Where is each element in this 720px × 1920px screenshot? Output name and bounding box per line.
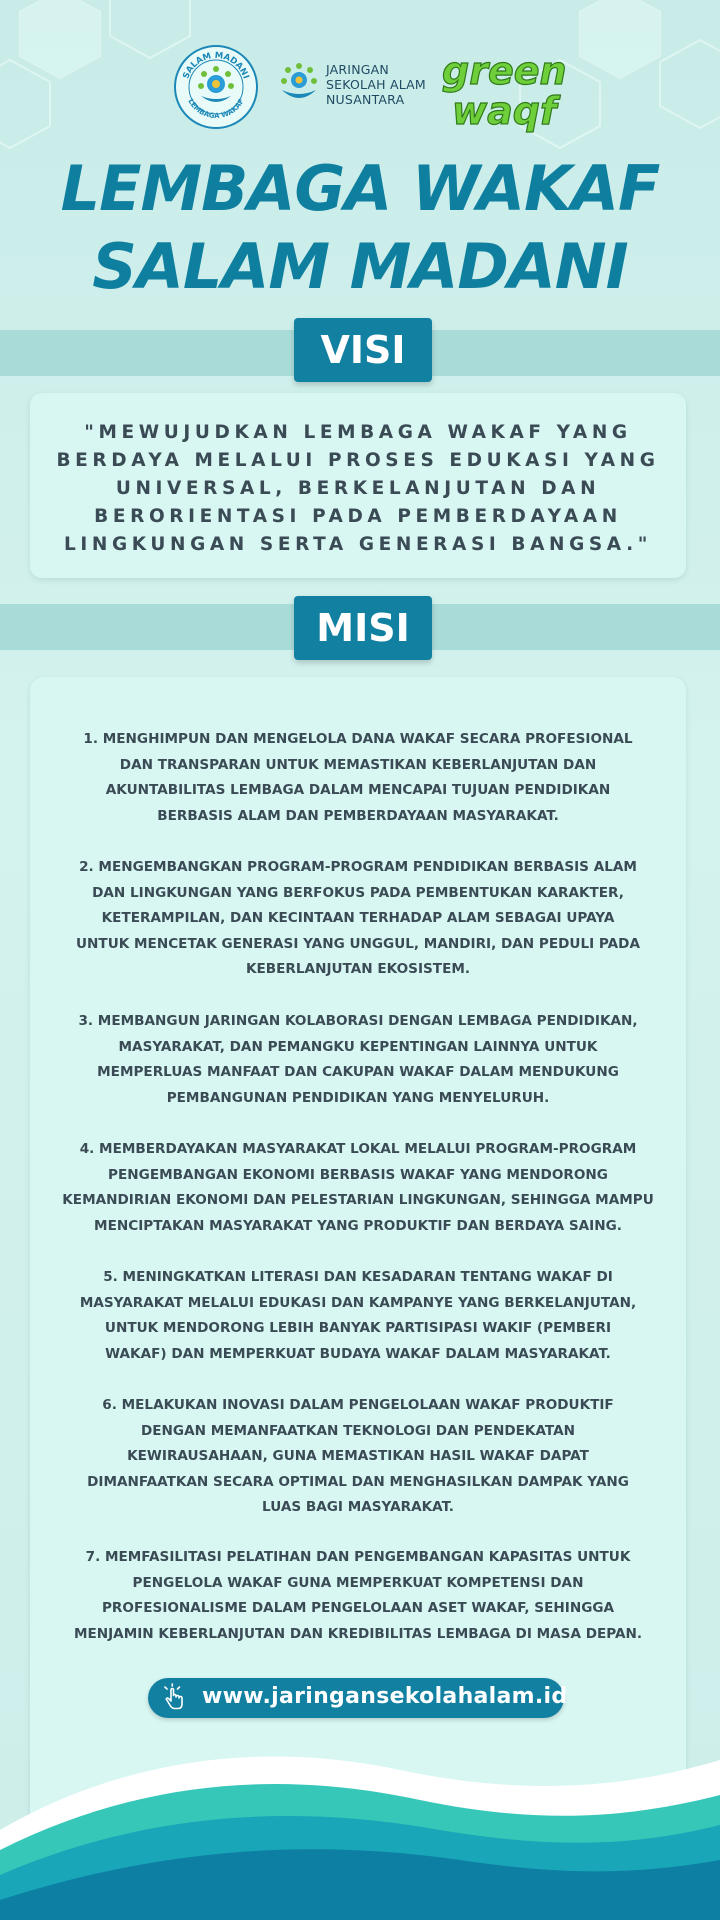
jsan-line-3: NUSANTARA (326, 92, 405, 107)
misi-line: 3. MEMBANGUN JARINGAN KOLABORASI DENGAN LEMBAGA PENDIDIKAN, (78, 1013, 638, 1029)
misi-line: 2. MENGEMBANGKAN PROGRAM-PROGRAM PENDIDIKAN BERBASIS ALAM (79, 859, 637, 875)
jsan-emblem-icon (276, 60, 322, 106)
partner-logos (0, 40, 720, 140)
website-link[interactable] (148, 1678, 568, 1718)
misi-line: PROFESIONALISME DALAM PENGELOLAAN ASET WAKAF, SEHINGGA (101, 1600, 615, 1616)
jsan-line-1: JARINGAN (326, 62, 389, 77)
misi-line: 5. MENINGKATKAN LITERASI DAN KESADARAN TENTANG WAKAF DI (103, 1269, 613, 1285)
title-line-2: SALAM MADANI (92, 230, 628, 303)
green-waqf-word-1: green (442, 49, 567, 93)
misi-item-5 (48, 1265, 668, 1367)
misi-line: AKUNTABILITAS LEMBAGA DALAM MENCAPAI TUJUAN PENDIDIKAN (105, 782, 611, 798)
visi-line: LINGKUNGAN SERTA GENERASI BANGSA." (64, 534, 652, 555)
misi-item-6 (48, 1393, 668, 1521)
misi-line: 6. MELAKUKAN INOVASI DALAM PENGELOLAAN WAKAF PRODUKTIF (102, 1397, 614, 1413)
green-waqf-word-2: waqf (452, 89, 557, 133)
misi-item-1 (48, 727, 668, 829)
bottom-wave-decoration (0, 1700, 720, 1920)
visi-line: BERDAYA MELALUI PROSES EDUKASI YANG (56, 450, 660, 471)
misi-line: DIMANFAATKAN SECARA OPTIMAL DAN MENGHASILKAN DAMPAK YANG (87, 1473, 629, 1490)
misi-line: 4. MEMBERDAYAKAN MASYARAKAT LOKAL MELALUI PROGRAM-PROGRAM (79, 1141, 637, 1157)
misi-line: KETERAMPILAN, DAN KECINTAAN TERHADAP ALAM SEBAGAI UPAYA (101, 910, 615, 926)
misi-line: KEMANDIRIAN EKONOMI DAN PELESTARIAN LINGKUNGAN, SEHINGGA MAMPU (62, 1192, 654, 1208)
visi-line: BERORIENTASI PADA PEMBERDAYAAN (94, 506, 622, 527)
website-url[interactable]: www.jaringansekolahalam.id (202, 1684, 568, 1709)
visi-card (30, 393, 686, 578)
misi-line: BERBASIS ALAM DAN PEMBERDAYAAN MASYARAKAT. (157, 807, 559, 824)
misi-item-4 (48, 1137, 668, 1239)
misi-line: PENGELOLA WAKAF GUNA MEMPERKUAT KOMPETENSI DAN (132, 1574, 584, 1591)
misi-line: MENCIPTAKAN MASYARAKAT YANG PRODUKTIF DAN BERDAYA SAING. (94, 1217, 622, 1234)
misi-line: 7. MEMFASILITASI PELATIHAN DAN PENGEMBANGAN KAPASITAS UNTUK (85, 1549, 631, 1565)
misi-line: 1. MENGHIMPUN DAN MENGELOLA DANA WAKAF SECARA PROFESIONAL (83, 731, 633, 747)
misi-item-2 (48, 855, 668, 983)
misi-line: DAN LINGKUNGAN YANG BERFOKUS PADA PEMBENTUKAN KARAKTER, (92, 884, 624, 901)
misi-line: DENGAN MEMANFAATKAN TEKNOLOGI DAN PENDEKATAN (140, 1422, 576, 1439)
misi-line: UNTUK MENDORONG LEBIH BANYAK PARTISIPASI WAKIF (PEMBERI (104, 1320, 612, 1336)
title-line-1: LEMBAGA WAKAF (60, 152, 660, 225)
misi-heading: MISI (294, 596, 432, 660)
visi-statement (50, 419, 666, 559)
visi-line: UNIVERSAL, BERKELANJUTAN DAN (115, 478, 601, 499)
page-title (0, 150, 720, 306)
pointer-hand-icon (158, 1682, 190, 1714)
misi-line: MASYARAKAT MELALUI EDUKASI DAN KAMPANYE YANG BERKELANJUTAN, (79, 1294, 637, 1311)
jsan-logo (276, 60, 426, 110)
misi-line: LUAS BAGI MASYARAKAT. (262, 1499, 454, 1515)
misi-line: MENJAMIN KEBERLANJUTAN DAN KREDIBILITAS LEMBAGA DI MASA DEPAN. (73, 1625, 643, 1642)
green-waqf-logo (440, 46, 570, 136)
misi-line: WAKAF) DAN MEMPERKUAT BUDAYA WAKAF DALAM MASYARAKAT. (105, 1345, 611, 1362)
misi-line: DAN TRANSPARAN UNTUK MEMASTIKAN KEBERLANJUTAN DAN (119, 756, 597, 773)
misi-line: MASYARAKAT, DAN PEMANGKU KEPENTINGAN LAINNYA UNTUK (118, 1038, 598, 1055)
misi-line: KEWIRAUSAHAAN, GUNA MEMASTIKAN HASIL WAKAF DAPAT (127, 1448, 589, 1464)
misi-line: PENGEMBANGAN EKONOMI BERBASIS WAKAF YANG MENDORONG (108, 1166, 608, 1183)
jsan-line-2: SEKOLAH ALAM (326, 77, 426, 92)
visi-heading: VISI (294, 318, 432, 382)
salam-logo-top-text: SALAM MADANI (181, 50, 251, 81)
salam-madani-logo (173, 44, 259, 130)
misi-line: KEBERLANJUTAN EKOSISTEM. (245, 961, 471, 977)
visi-line: "MEWUJUDKAN LEMBAGA WAKAF YANG (84, 422, 632, 443)
misi-item-7 (48, 1545, 668, 1647)
salam-logo-bottom-text: LEMBAGA WAKAF (186, 97, 246, 121)
misi-line: UNTUK MENCETAK GENERASI YANG UNGGUL, MANDIRI, DAN PEDULI PADA (76, 935, 640, 952)
misi-line: PEMBANGUNAN PENDIDIKAN YANG MENYELURUH. (166, 1089, 550, 1106)
misi-line: MEMPERLUAS MANFAAT DAN CAKUPAN WAKAF DALAM MENDUKUNG (97, 1064, 619, 1080)
misi-item-3 (48, 1009, 668, 1111)
